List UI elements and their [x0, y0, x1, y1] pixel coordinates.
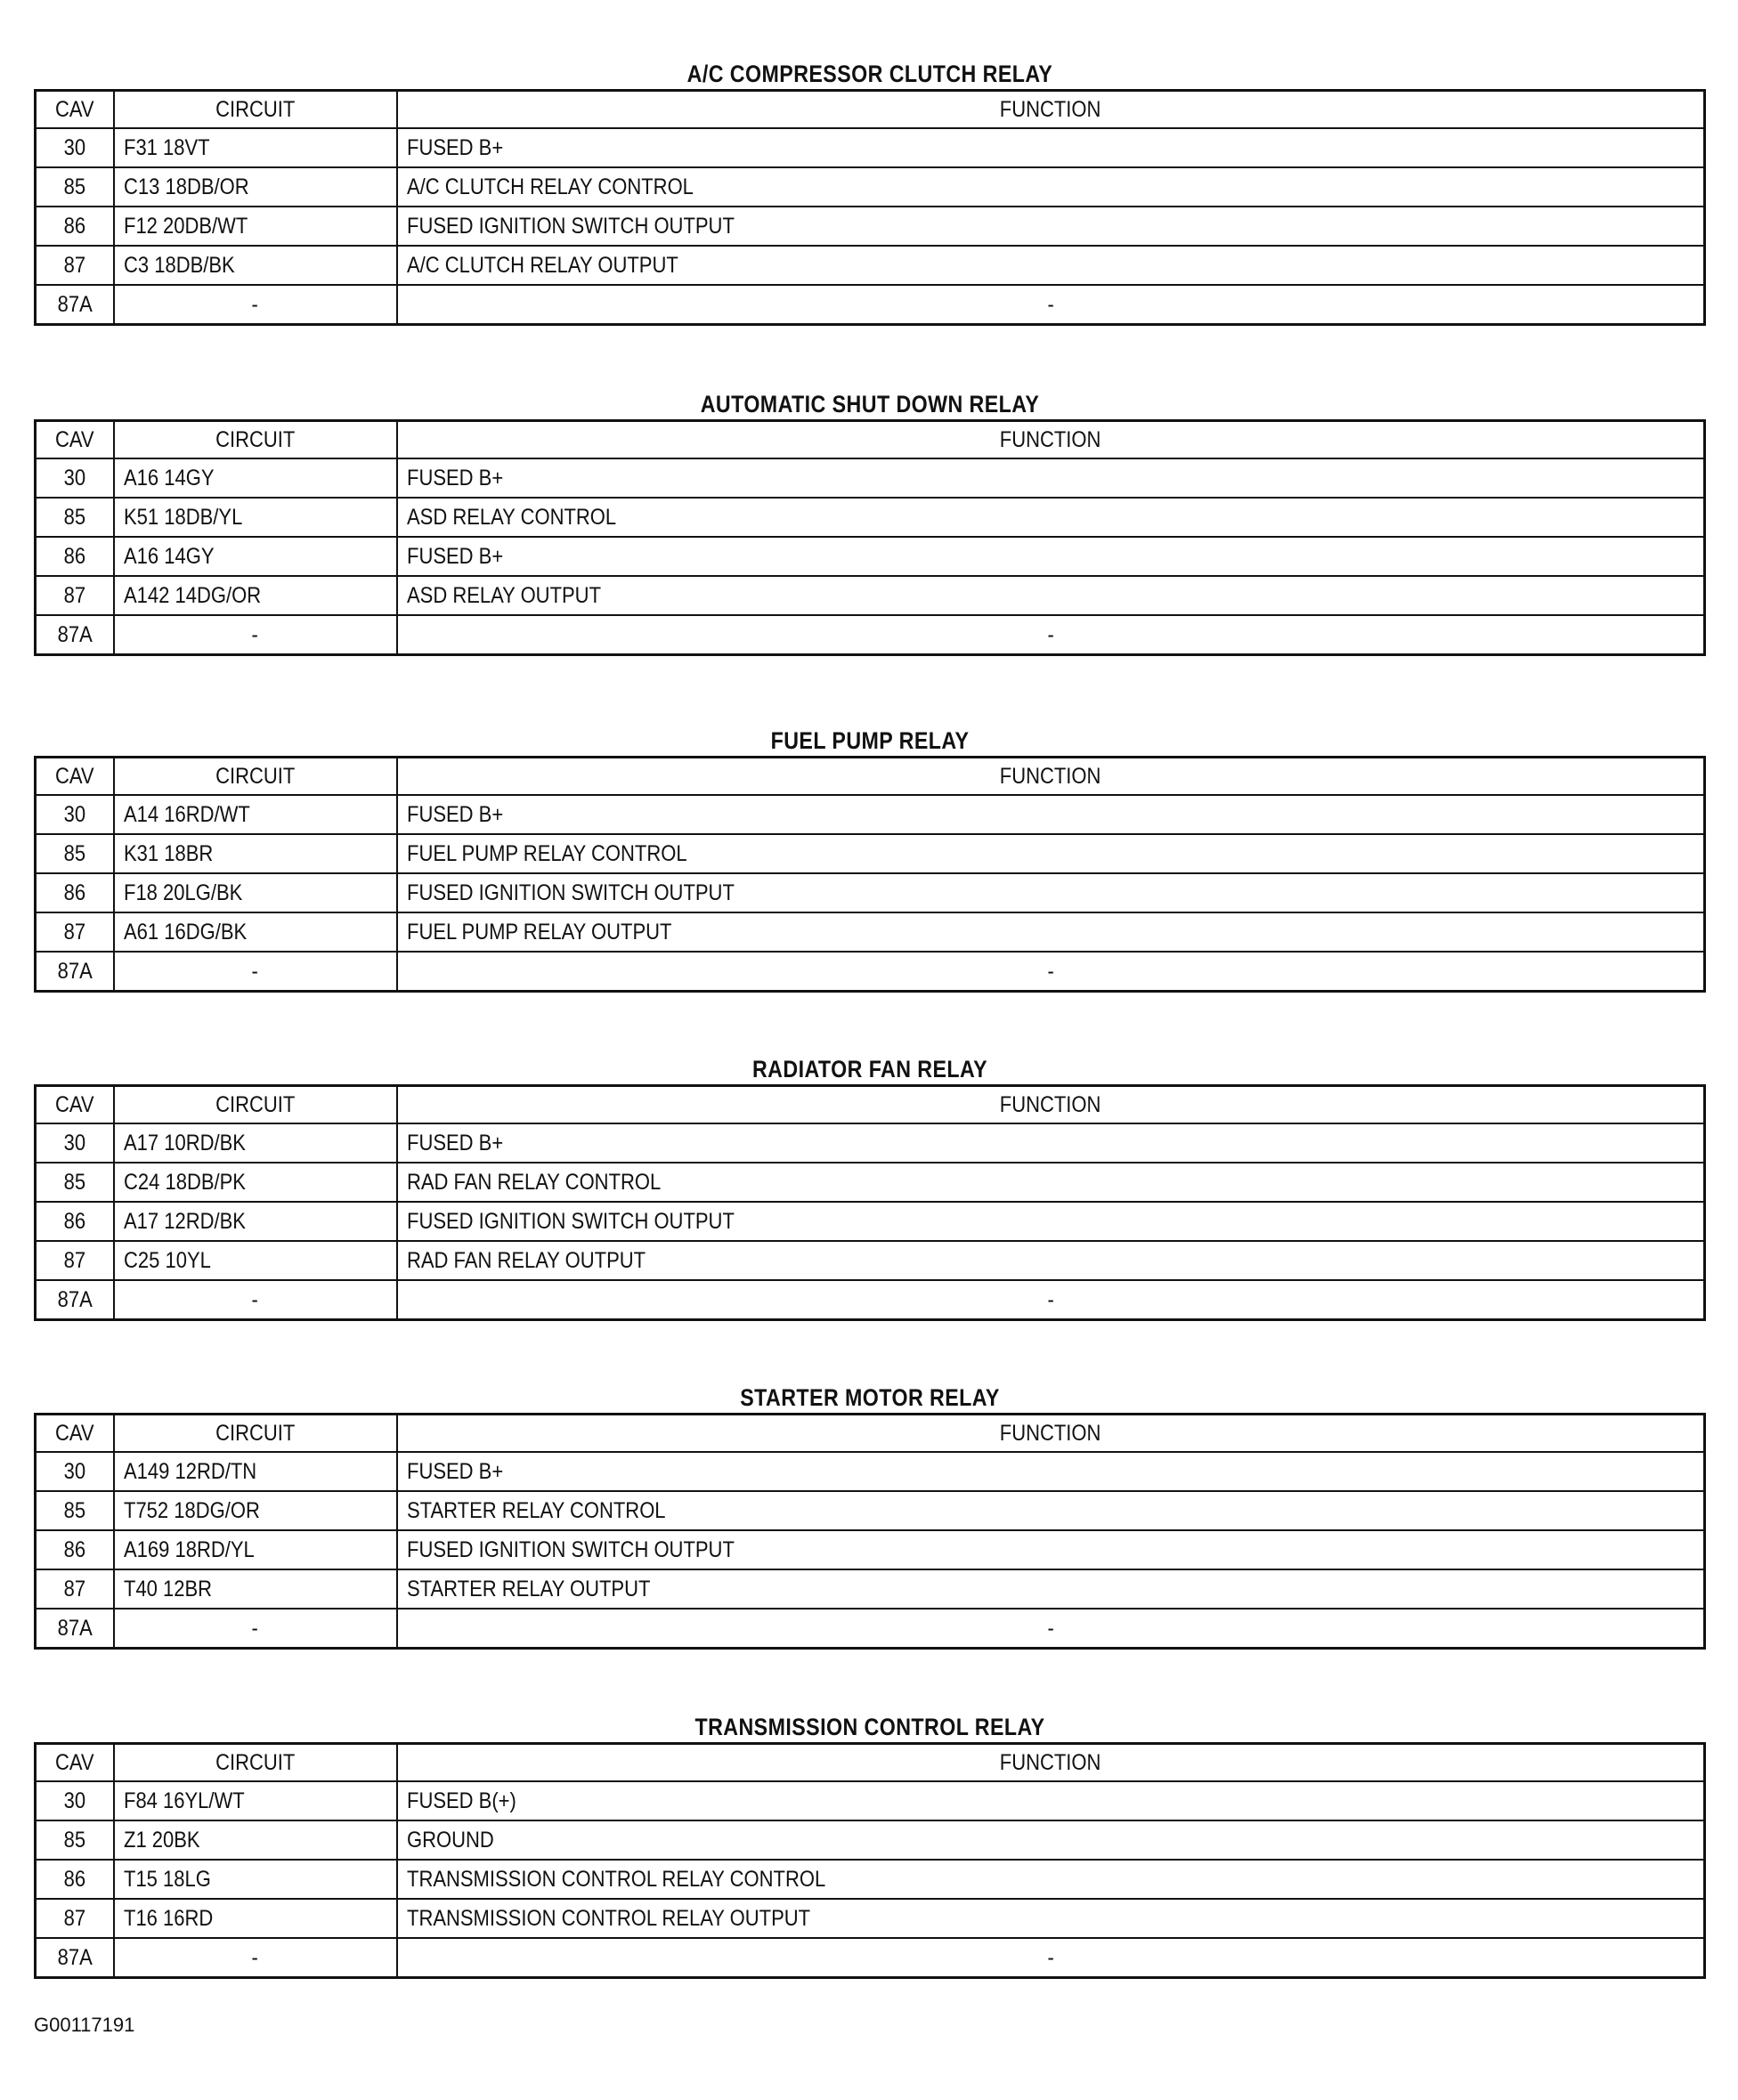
function-cell-text: RAD FAN RELAY CONTROL	[406, 1169, 661, 1195]
function-cell-text: RAD FAN RELAY OUTPUT	[406, 1247, 646, 1273]
circuit-cell-text: A142 14DG/OR	[123, 582, 261, 608]
function-cell	[397, 167, 1705, 207]
function-cell	[397, 952, 1705, 992]
function-cell-text: A/C CLUTCH RELAY OUTPUT	[406, 252, 678, 278]
circuit-cell	[114, 1609, 397, 1649]
relay-table	[34, 419, 1706, 656]
header-circuit-text: CIRCUIT	[215, 96, 296, 122]
function-cell-text: FUSED IGNITION SWITCH OUTPUT	[406, 1208, 735, 1234]
cav-cell-text: 30	[63, 134, 85, 160]
cav-cell	[36, 795, 114, 834]
relay-table	[34, 1084, 1706, 1321]
circuit-cell-text: -	[251, 291, 259, 317]
circuit-cell	[114, 1163, 397, 1202]
table-row	[36, 1452, 1705, 1491]
circuit-cell-text: F18 20LG/BK	[123, 880, 242, 905]
circuit-cell	[114, 458, 397, 498]
cav-cell	[36, 1899, 114, 1938]
table-row	[36, 1609, 1705, 1649]
function-cell	[397, 1123, 1705, 1163]
cav-cell-text: 87	[63, 1905, 85, 1931]
function-cell-text: FUSED B+	[406, 465, 503, 491]
cav-cell	[36, 285, 114, 325]
circuit-cell-text: K31 18BR	[123, 840, 213, 866]
circuit-cell	[114, 498, 397, 537]
figure-id: G00117191	[34, 2014, 135, 2036]
cav-cell-text: 86	[63, 880, 85, 905]
function-cell	[397, 795, 1705, 834]
function-cell-text: -	[1047, 1944, 1054, 1970]
function-cell	[397, 1452, 1705, 1491]
table-row	[36, 1781, 1705, 1820]
cav-cell	[36, 1280, 114, 1320]
header-cav-text: CAV	[54, 1749, 94, 1775]
circuit-cell-text: Z1 20BK	[123, 1827, 200, 1853]
header-cav	[36, 1744, 114, 1782]
circuit-cell-text: -	[251, 1615, 259, 1641]
function-cell-text: -	[1047, 958, 1054, 984]
header-circuit	[114, 1086, 397, 1124]
circuit-cell	[114, 128, 397, 167]
cav-cell-text: 85	[63, 174, 85, 199]
header-circuit-text: CIRCUIT	[215, 1420, 296, 1446]
cav-cell-text: 30	[63, 801, 85, 827]
circuit-cell-text: A14 16RD/WT	[123, 801, 250, 827]
section-title: A/C COMPRESSOR CLUTCH RELAY	[686, 61, 1053, 87]
cav-cell	[36, 912, 114, 952]
circuit-cell	[114, 207, 397, 246]
circuit-cell-text: -	[251, 1286, 259, 1312]
circuit-cell	[114, 1241, 397, 1280]
circuit-cell-text: A17 10RD/BK	[123, 1130, 246, 1155]
cav-cell	[36, 1491, 114, 1530]
header-function	[397, 1744, 1705, 1782]
cav-cell-text: 86	[63, 1208, 85, 1234]
circuit-cell	[114, 1123, 397, 1163]
cav-cell	[36, 537, 114, 576]
circuit-cell	[114, 537, 397, 576]
header-function	[397, 758, 1705, 796]
circuit-cell-text: C13 18DB/OR	[123, 174, 249, 199]
header-circuit	[114, 1744, 397, 1782]
function-cell-text: -	[1047, 621, 1054, 647]
cav-cell	[36, 615, 114, 655]
header-function	[397, 1415, 1705, 1453]
circuit-cell	[114, 912, 397, 952]
table-row	[36, 873, 1705, 912]
table-row	[36, 952, 1705, 992]
cav-cell-text: 87	[63, 1247, 85, 1273]
cav-cell-text: 86	[63, 1866, 85, 1892]
circuit-cell	[114, 1899, 397, 1938]
function-cell-text: FUSED B+	[406, 134, 503, 160]
table-header-row	[36, 758, 1705, 796]
section-title: AUTOMATIC SHUT DOWN RELAY	[700, 391, 1040, 418]
header-cav-text: CAV	[54, 96, 94, 122]
function-cell	[397, 498, 1705, 537]
relay-section	[34, 1382, 1706, 1650]
cav-cell-text: 86	[63, 213, 85, 239]
cav-cell-text: 85	[63, 1169, 85, 1195]
function-cell-text: FUSED B+	[406, 543, 503, 569]
circuit-cell-text: T40 12BR	[123, 1576, 212, 1601]
function-cell-text: FUEL PUMP RELAY OUTPUT	[406, 919, 671, 945]
circuit-cell-text: F84 16YL/WT	[123, 1788, 245, 1813]
relay-table	[34, 1742, 1706, 1979]
header-circuit-text: CIRCUIT	[215, 763, 296, 789]
table-header-row	[36, 421, 1705, 459]
circuit-cell	[114, 834, 397, 873]
circuit-cell	[114, 615, 397, 655]
table-row	[36, 167, 1705, 207]
circuit-cell-text: A16 14GY	[123, 543, 215, 569]
circuit-cell	[114, 1938, 397, 1978]
table-row	[36, 795, 1705, 834]
header-circuit	[114, 1415, 397, 1453]
cav-cell	[36, 1123, 114, 1163]
function-cell	[397, 246, 1705, 285]
header-function	[397, 1086, 1705, 1124]
cav-cell	[36, 576, 114, 615]
header-cav	[36, 1415, 114, 1453]
function-cell	[397, 128, 1705, 167]
cav-cell-text: 30	[63, 1458, 85, 1484]
circuit-cell	[114, 1820, 397, 1860]
cav-cell-text: 87A	[57, 1286, 93, 1312]
cav-cell	[36, 498, 114, 537]
function-cell	[397, 1781, 1705, 1820]
header-cav	[36, 91, 114, 129]
function-cell	[397, 1202, 1705, 1241]
function-cell-text: -	[1047, 1286, 1054, 1312]
table-row	[36, 1280, 1705, 1320]
cav-cell-text: 87A	[57, 1944, 93, 1970]
cav-cell-text: 87A	[57, 958, 93, 984]
circuit-cell	[114, 576, 397, 615]
function-cell-text: ASD RELAY OUTPUT	[406, 582, 601, 608]
cav-cell	[36, 128, 114, 167]
function-cell	[397, 576, 1705, 615]
cav-cell	[36, 1569, 114, 1609]
circuit-cell-text: -	[251, 621, 259, 647]
function-cell	[397, 1938, 1705, 1978]
circuit-cell-text: A169 18RD/YL	[123, 1536, 255, 1562]
circuit-cell-text: A61 16DG/BK	[123, 919, 247, 945]
table-row	[36, 498, 1705, 537]
circuit-cell	[114, 1491, 397, 1530]
function-cell	[397, 285, 1705, 325]
circuit-cell-text: A17 12RD/BK	[123, 1208, 246, 1234]
function-cell	[397, 1280, 1705, 1320]
cav-cell-text: 85	[63, 840, 85, 866]
table-row	[36, 1820, 1705, 1860]
header-circuit-text: CIRCUIT	[215, 1091, 296, 1117]
cav-cell	[36, 246, 114, 285]
header-function-text: FUNCTION	[999, 763, 1101, 789]
table-header-row	[36, 1415, 1705, 1453]
cav-cell-text: 87	[63, 582, 85, 608]
function-cell-text: FUSED IGNITION SWITCH OUTPUT	[406, 880, 735, 905]
header-cav	[36, 421, 114, 459]
cav-cell-text: 87A	[57, 621, 93, 647]
table-row	[36, 834, 1705, 873]
circuit-cell	[114, 1781, 397, 1820]
cav-cell-text: 87	[63, 1576, 85, 1601]
table-row	[36, 1491, 1705, 1530]
function-cell-text: STARTER RELAY OUTPUT	[406, 1576, 650, 1601]
cav-cell-text: 87	[63, 919, 85, 945]
cav-cell	[36, 834, 114, 873]
circuit-cell	[114, 1569, 397, 1609]
cav-cell	[36, 1781, 114, 1820]
circuit-cell	[114, 1530, 397, 1569]
table-row	[36, 1899, 1705, 1938]
circuit-cell-text: T752 18DG/OR	[123, 1497, 260, 1523]
function-cell-text: FUSED B+	[406, 1458, 503, 1484]
circuit-cell	[114, 285, 397, 325]
table-row	[36, 207, 1705, 246]
circuit-cell	[114, 1452, 397, 1491]
function-cell	[397, 912, 1705, 952]
header-function-text: FUNCTION	[999, 1091, 1101, 1117]
relay-table	[34, 1413, 1706, 1650]
circuit-cell-text: C25 10YL	[123, 1247, 211, 1273]
table-row	[36, 912, 1705, 952]
header-function-text: FUNCTION	[999, 1749, 1101, 1775]
cav-cell-text: 85	[63, 1827, 85, 1853]
circuit-cell	[114, 1860, 397, 1899]
table-row	[36, 128, 1705, 167]
cav-cell-text: 30	[63, 1788, 85, 1813]
table-row	[36, 458, 1705, 498]
circuit-cell	[114, 1280, 397, 1320]
cav-cell	[36, 1609, 114, 1649]
relay-section	[34, 1054, 1706, 1321]
function-cell	[397, 537, 1705, 576]
header-cav-text: CAV	[54, 1420, 94, 1446]
function-cell	[397, 1163, 1705, 1202]
function-cell	[397, 1609, 1705, 1649]
circuit-cell-text: T16 16RD	[123, 1905, 213, 1931]
cav-cell	[36, 1202, 114, 1241]
function-cell-text: ASD RELAY CONTROL	[406, 504, 616, 530]
cav-cell	[36, 952, 114, 992]
cav-cell	[36, 1452, 114, 1491]
function-cell	[397, 1860, 1705, 1899]
function-cell	[397, 458, 1705, 498]
function-cell	[397, 873, 1705, 912]
function-cell-text: FUSED B(+)	[406, 1788, 516, 1813]
table-header-row	[36, 1744, 1705, 1782]
cav-cell-text: 86	[63, 1536, 85, 1562]
table-row	[36, 1860, 1705, 1899]
table-row	[36, 1530, 1705, 1569]
table-header-row	[36, 91, 1705, 129]
circuit-cell	[114, 952, 397, 992]
table-row	[36, 1938, 1705, 1978]
header-cav-text: CAV	[54, 1091, 94, 1117]
header-cav	[36, 758, 114, 796]
circuit-cell-text: -	[251, 1944, 259, 1970]
header-function-text: FUNCTION	[999, 1420, 1101, 1446]
cav-cell	[36, 207, 114, 246]
section-title: STARTER MOTOR RELAY	[740, 1384, 1000, 1411]
table-header-row	[36, 1086, 1705, 1124]
section-title: RADIATOR FAN RELAY	[751, 1056, 988, 1082]
circuit-cell-text: T15 18LG	[123, 1866, 211, 1892]
cav-cell	[36, 1860, 114, 1899]
function-cell-text: -	[1047, 291, 1054, 317]
table-row	[36, 1569, 1705, 1609]
header-function-text: FUNCTION	[999, 96, 1101, 122]
function-cell	[397, 1491, 1705, 1530]
table-row	[36, 285, 1705, 325]
cav-cell-text: 85	[63, 1497, 85, 1523]
function-cell-text: FUSED B+	[406, 1130, 503, 1155]
cav-cell	[36, 1938, 114, 1978]
circuit-cell-text: K51 18DB/YL	[123, 504, 242, 530]
function-cell	[397, 1241, 1705, 1280]
cav-cell	[36, 1530, 114, 1569]
circuit-cell-text: F12 20DB/WT	[123, 213, 248, 239]
function-cell-text: FUSED IGNITION SWITCH OUTPUT	[406, 213, 735, 239]
cav-cell	[36, 167, 114, 207]
cav-cell-text: 86	[63, 543, 85, 569]
function-cell-text: FUSED IGNITION SWITCH OUTPUT	[406, 1536, 735, 1562]
function-cell	[397, 1899, 1705, 1938]
circuit-cell	[114, 1202, 397, 1241]
circuit-cell-text: F31 18VT	[123, 134, 210, 160]
header-circuit-text: CIRCUIT	[215, 426, 296, 452]
cav-cell-text: 87	[63, 252, 85, 278]
header-function-text: FUNCTION	[999, 426, 1101, 452]
circuit-cell	[114, 246, 397, 285]
relay-section	[34, 59, 1706, 326]
header-circuit	[114, 758, 397, 796]
header-circuit	[114, 91, 397, 129]
cav-cell-text: 30	[63, 465, 85, 491]
function-cell	[397, 1530, 1705, 1569]
header-cav	[36, 1086, 114, 1124]
circuit-cell-text: C24 18DB/PK	[123, 1169, 246, 1195]
header-function	[397, 91, 1705, 129]
cav-cell-text: 87A	[57, 291, 93, 317]
table-row	[36, 1123, 1705, 1163]
function-cell-text: FUEL PUMP RELAY CONTROL	[406, 840, 687, 866]
function-cell	[397, 834, 1705, 873]
table-row	[36, 1163, 1705, 1202]
relay-table	[34, 756, 1706, 993]
function-cell-text: GROUND	[406, 1827, 494, 1853]
table-row	[36, 537, 1705, 576]
function-cell	[397, 207, 1705, 246]
header-cav-text: CAV	[54, 426, 94, 452]
header-circuit	[114, 421, 397, 459]
cav-cell-text: 85	[63, 504, 85, 530]
cav-cell	[36, 458, 114, 498]
table-row	[36, 1202, 1705, 1241]
cav-cell-text: 30	[63, 1130, 85, 1155]
function-cell	[397, 615, 1705, 655]
circuit-cell	[114, 873, 397, 912]
circuit-cell-text: C3 18DB/BK	[123, 252, 235, 278]
function-cell	[397, 1569, 1705, 1609]
function-cell-text: TRANSMISSION CONTROL RELAY OUTPUT	[406, 1905, 810, 1931]
cav-cell	[36, 1820, 114, 1860]
relay-section	[34, 1712, 1706, 1979]
circuit-cell	[114, 167, 397, 207]
table-row	[36, 246, 1705, 285]
function-cell-text: TRANSMISSION CONTROL RELAY CONTROL	[406, 1866, 825, 1892]
relay-table	[34, 89, 1706, 326]
function-cell-text: STARTER RELAY CONTROL	[406, 1497, 666, 1523]
header-function	[397, 421, 1705, 459]
table-row	[36, 1241, 1705, 1280]
function-cell-text: -	[1047, 1615, 1054, 1641]
function-cell-text: FUSED B+	[406, 801, 503, 827]
circuit-cell-text: A16 14GY	[123, 465, 215, 491]
cav-cell-text: 87A	[57, 1615, 93, 1641]
table-row	[36, 576, 1705, 615]
function-cell	[397, 1820, 1705, 1860]
cav-cell	[36, 873, 114, 912]
circuit-cell	[114, 795, 397, 834]
relay-section	[34, 389, 1706, 656]
cav-cell	[36, 1241, 114, 1280]
circuit-cell-text: A149 12RD/TN	[123, 1458, 256, 1484]
section-title: TRANSMISSION CONTROL RELAY	[694, 1714, 1045, 1740]
function-cell-text: A/C CLUTCH RELAY CONTROL	[406, 174, 694, 199]
header-cav-text: CAV	[54, 763, 94, 789]
circuit-cell-text: -	[251, 958, 259, 984]
section-title: FUEL PUMP RELAY	[770, 727, 970, 754]
relay-section	[34, 726, 1706, 993]
cav-cell	[36, 1163, 114, 1202]
table-row	[36, 615, 1705, 655]
header-circuit-text: CIRCUIT	[215, 1749, 296, 1775]
